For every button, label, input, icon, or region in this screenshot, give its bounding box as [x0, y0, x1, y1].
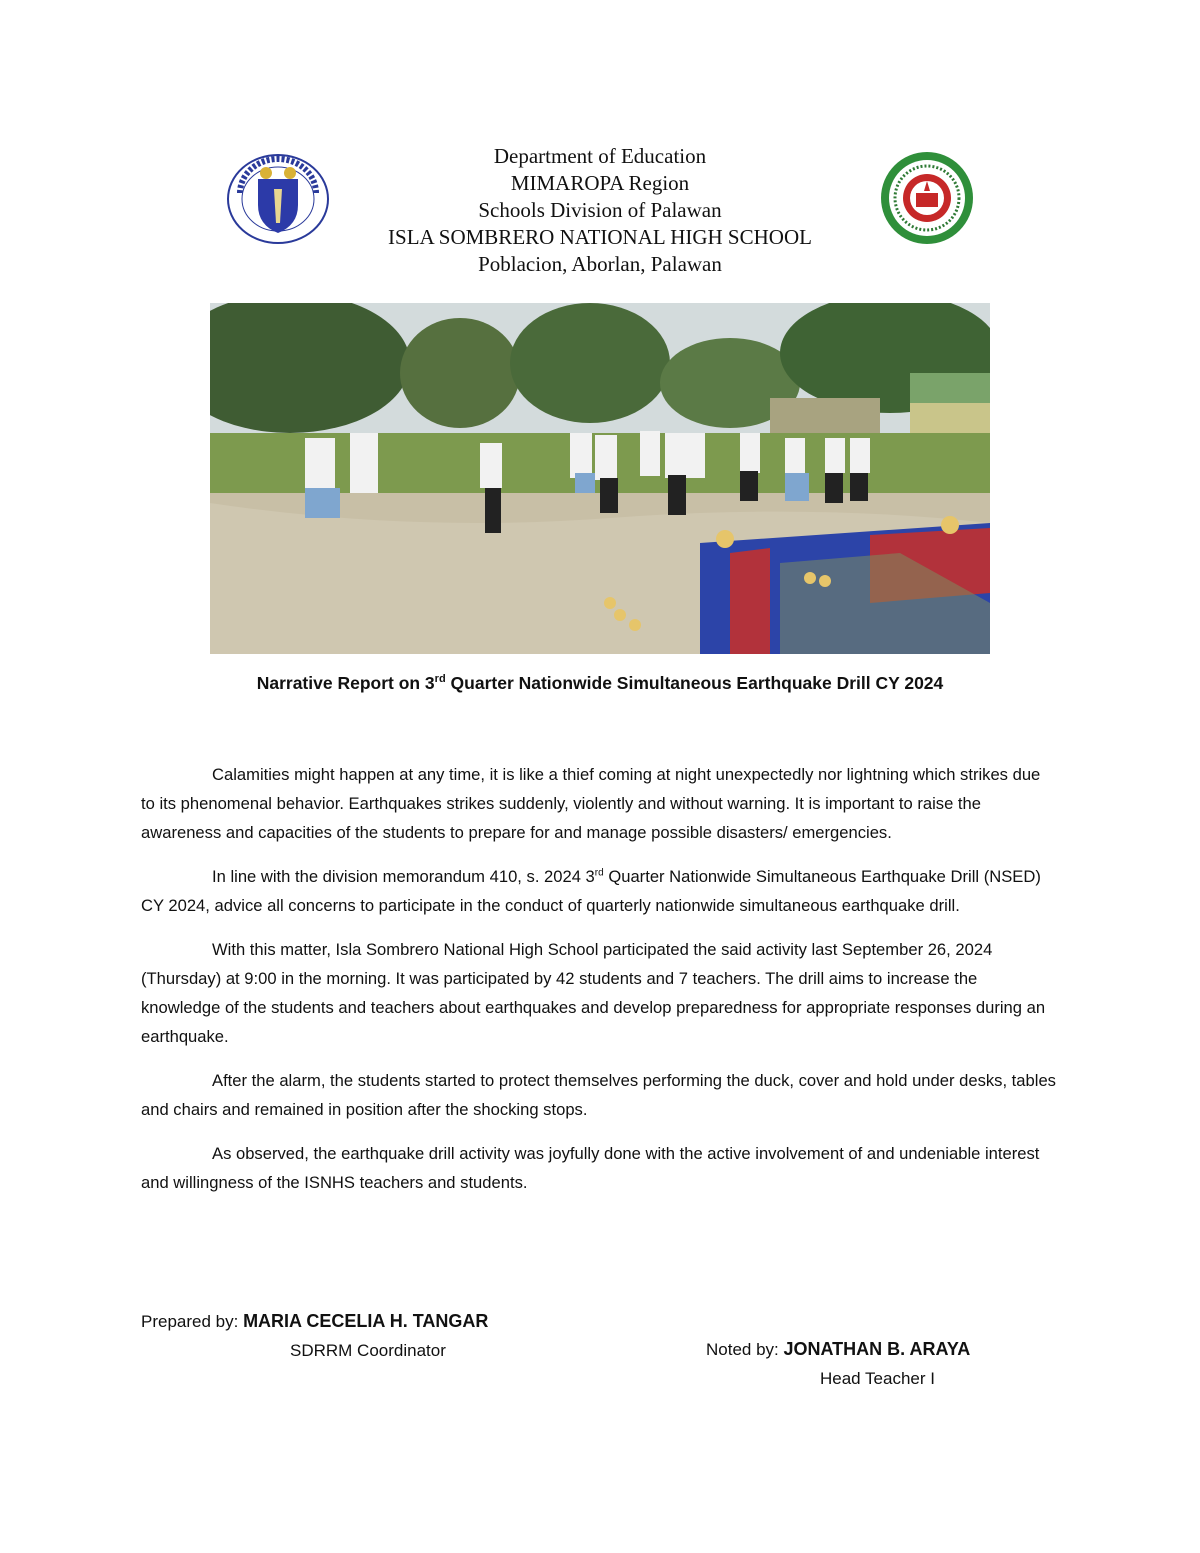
paragraph-1: Calamities might happen at any time, it is like a thief coming at night unexpectedly nor lightning which strikes due to its phenomenal behavior. Earthquakes strikes suddenly, violently and without warning. It is important to raise the awareness and capacities of the students to prepare for and manage possible disasters/ emergencies.: [141, 765, 1041, 842]
noted-by: [706, 1339, 970, 1360]
paragraph-2-superscript: rd: [594, 867, 604, 879]
report-title: [0, 673, 1200, 694]
paragraph-5: As observed, the earthquake drill activity was joyfully done with the active involvement of and undeniable interest and willingness of the ISNHS teachers and students.: [141, 1144, 1040, 1192]
paragraph-2-text-suffix: Quarter Nationwide Simultaneous Earthquake Drill (NSED) CY 2024, advice all concerns to participate in the conduct of quarterly nationwide simultaneous earthquake drill.: [141, 867, 1041, 915]
paragraph-2-text: In line with the division memorandum 410, s. 2024 3: [212, 867, 595, 886]
title-text-suffix: Quarter Nationwide Simultaneous Earthquake Drill CY 2024: [445, 673, 944, 693]
noted-by-label: Noted by:: [706, 1340, 784, 1359]
prepared-by-name: MARIA CECELIA H. TANGAR: [243, 1311, 489, 1331]
title-text: Narrative Report on 3: [256, 673, 435, 693]
division-name: Schools Division of Palawan: [478, 198, 722, 222]
noted-by-name: JONATHAN B. ARAYA: [783, 1339, 971, 1359]
title-superscript: rd: [434, 673, 446, 686]
prepared-by-role: SDRRM Coordinator: [290, 1341, 446, 1360]
earthquake-drill-photo: [210, 303, 990, 654]
school-name: ISLA SOMBRERO NATIONAL HIGH SCHOOL: [388, 225, 812, 249]
school-address: Poblacion, Aborlan, Palawan: [478, 252, 722, 276]
agency-name: Department of Education: [493, 144, 707, 168]
paragraph-3: With this matter, Isla Sombrero National High School participated the said activity last September 26, 2024 (Thursday) at 9:00 in the morning. It was participated by 42 students and 7 teachers. The drill aims to increase the knowledge of the students and teachers about earthquakes and develop preparedness for appropriate responses during an earthquake.: [141, 940, 1046, 1046]
letterhead: [300, 143, 900, 278]
paragraph-2: [141, 862, 1057, 920]
region-name: MIMAROPA Region: [510, 171, 690, 195]
prepared-by: [141, 1311, 488, 1332]
paragraph-4: After the alarm, the students started to protect themselves performing the duck, cover and hold under desks, tables and chairs and remained in position after the shocking stops.: [141, 1071, 1056, 1119]
report-body: [141, 760, 1057, 1212]
prepared-by-label: Prepared by:: [141, 1312, 244, 1331]
noted-by-role: Head Teacher I: [820, 1369, 935, 1388]
